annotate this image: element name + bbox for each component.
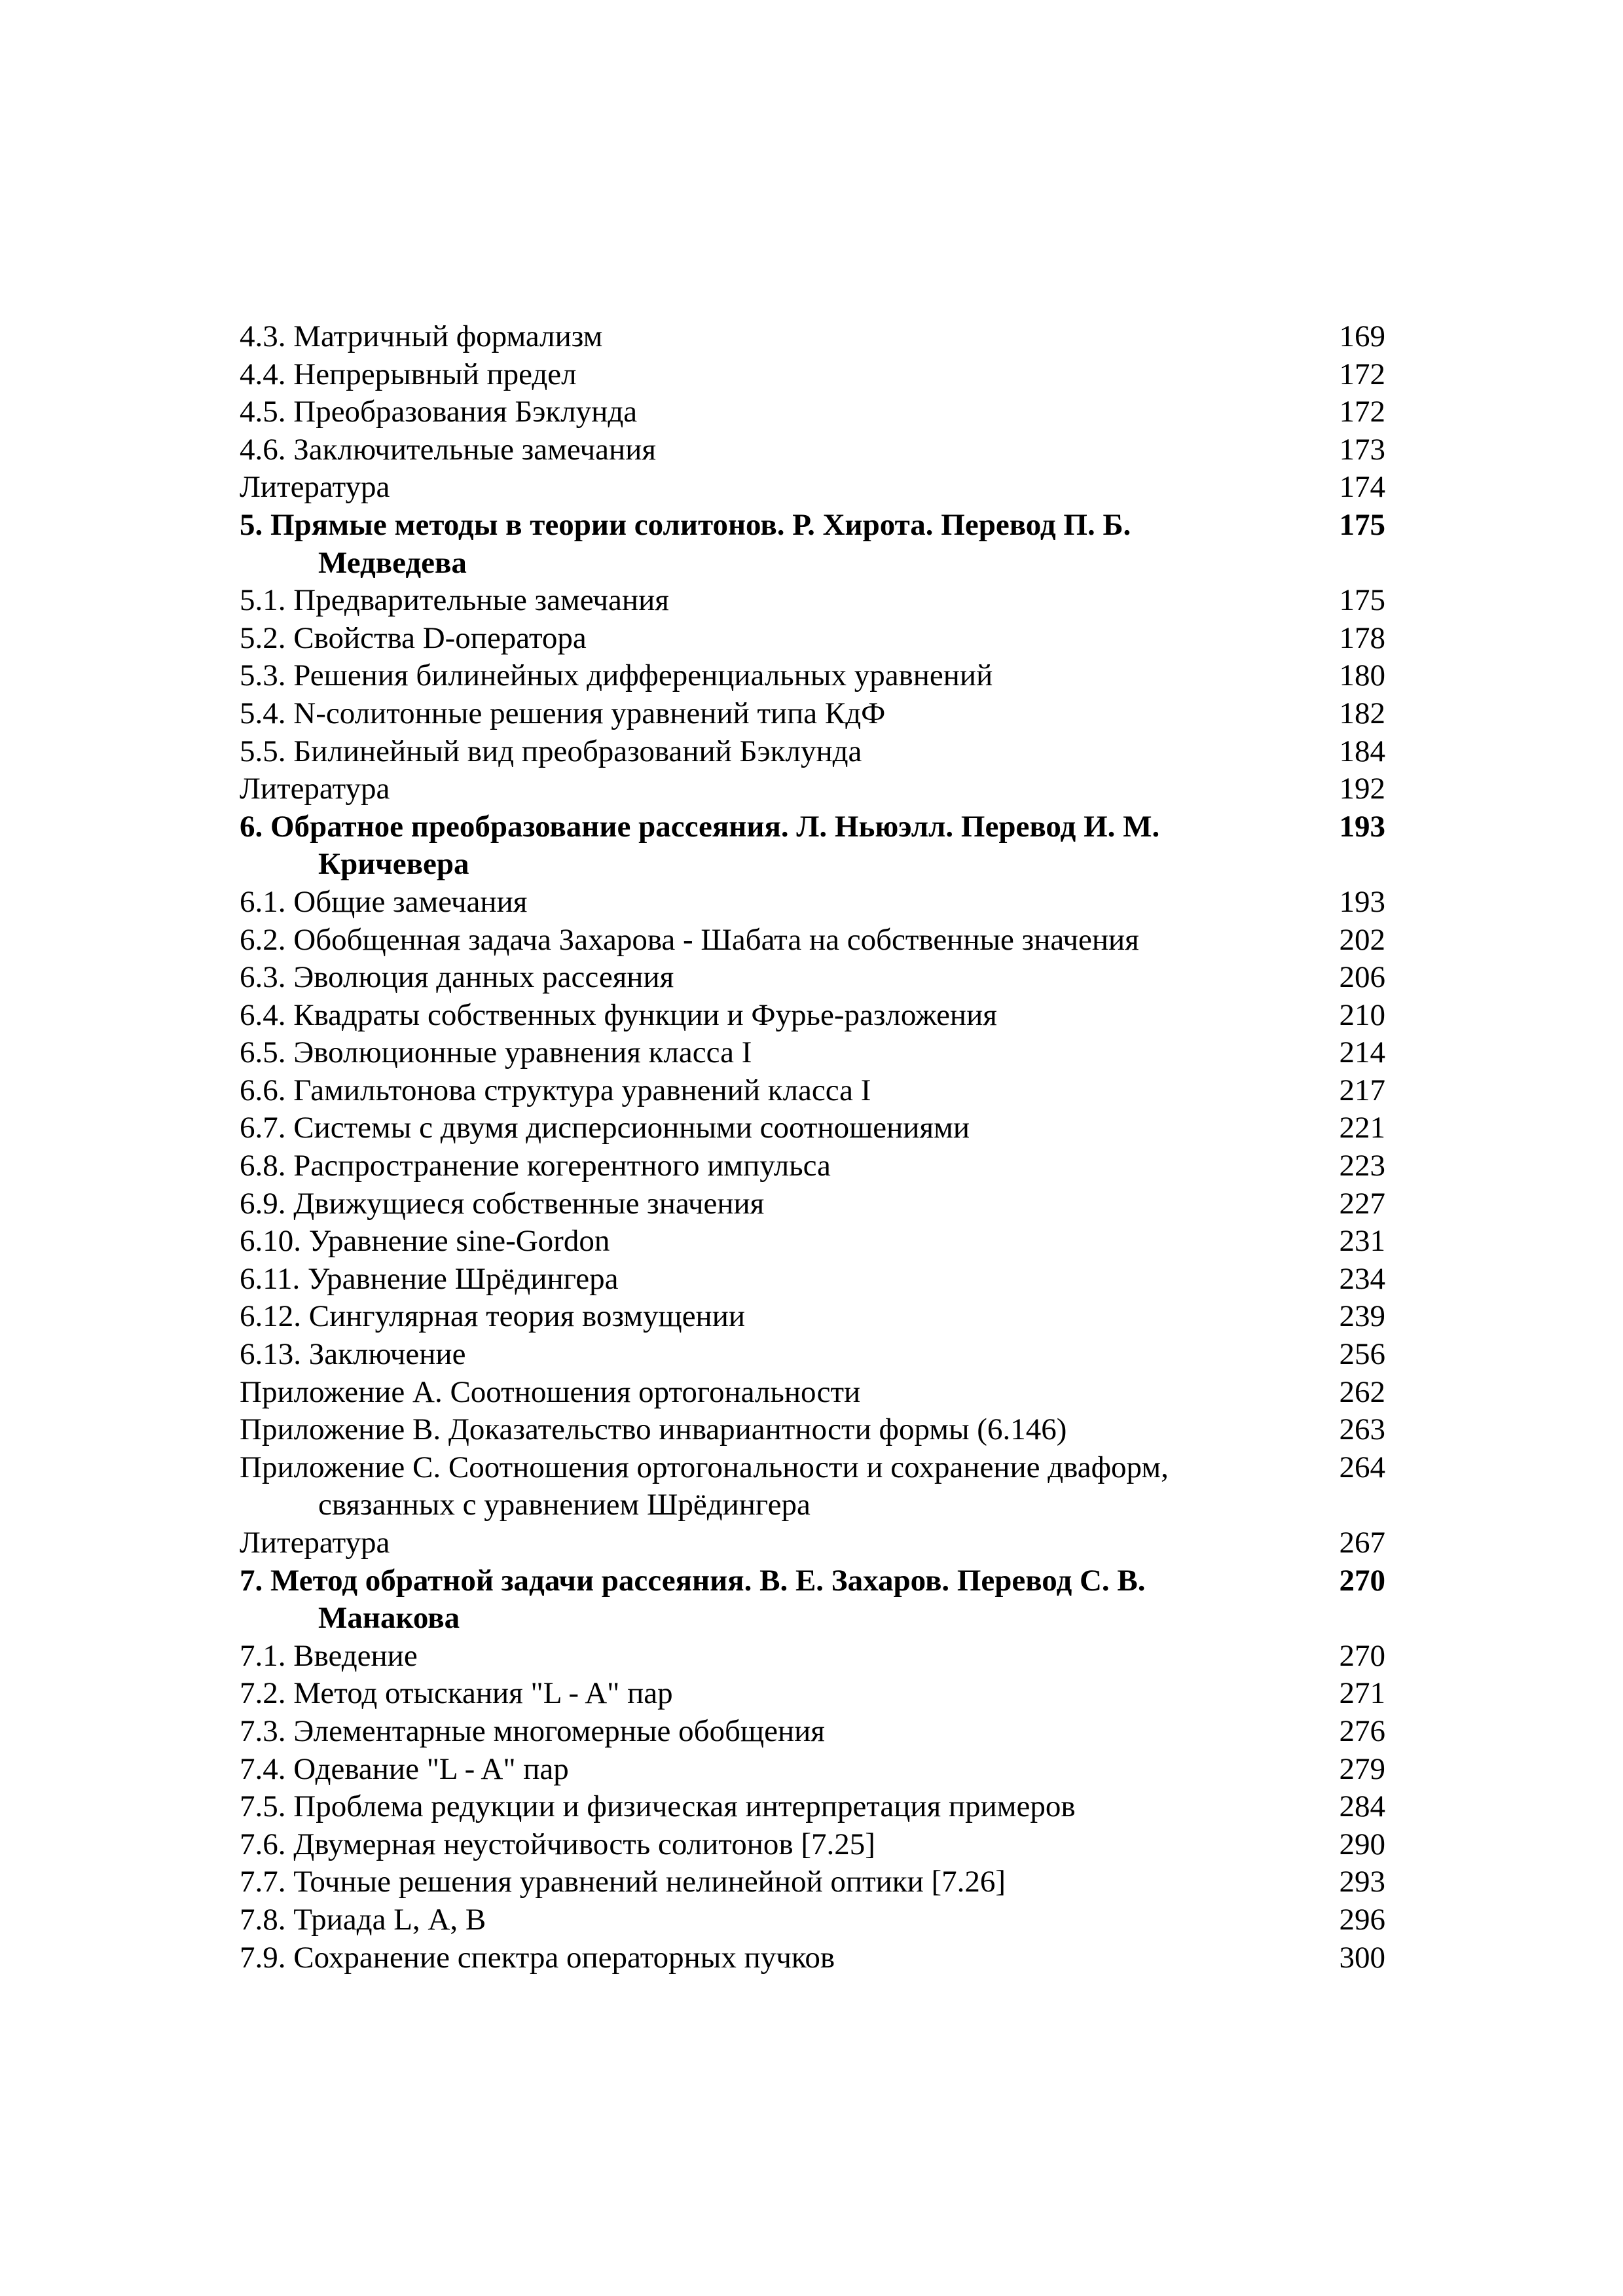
toc-entry-row [240, 1675, 1385, 1713]
toc-entry-title: Приложение А. Соотношения ортогональности [240, 1374, 861, 1409]
toc-entry-title: 4.5. Преобразования Бэклунда [240, 395, 638, 429]
toc-entry-title: 6.3. Эволюция данных рассеяния [240, 960, 674, 995]
toc-entry-row [240, 318, 1385, 356]
toc-entry-row [240, 1147, 1385, 1185]
toc-entry-title: 6.2. Обобщенная задача Захарова - Шабата на собственные значения [240, 922, 1139, 957]
toc-entry-title: 6.12. Сингулярная теория возмущении [240, 1299, 746, 1334]
toc-entry-row [240, 469, 1385, 507]
toc-page-number: 264 [1339, 1450, 1385, 1484]
toc-page-number: 284 [1339, 1789, 1385, 1824]
toc-entry-row [240, 1223, 1385, 1261]
toc-entry-row [240, 1638, 1385, 1676]
toc-entry-title: 6.10. Уравнение sine-Gordon [240, 1224, 610, 1259]
toc-page-number: 263 [1339, 1412, 1385, 1447]
toc-page-number: 267 [1339, 1526, 1385, 1560]
toc-entry-row [240, 1185, 1385, 1223]
toc-page-number: 231 [1339, 1224, 1385, 1259]
toc-entry-title: 6.6. Гамильтонова структура уравнений класса I [240, 1073, 871, 1107]
chapter-heading-row [240, 507, 1385, 582]
chapter-heading-row [240, 1562, 1385, 1638]
toc-entry-row [240, 1901, 1385, 1939]
toc-page-number: 296 [1339, 1902, 1385, 1937]
toc-entry-title: 7.4. Одевание "L - A" пар [240, 1751, 569, 1786]
toc-entry-row [240, 1788, 1385, 1826]
toc-entry-row [240, 1336, 1385, 1374]
toc-entry-row [240, 1034, 1385, 1072]
toc-entry-title: Приложение С. Соотношения ортогональности и сохранение дваформ, связанных с уравнением Шрёдингера [240, 1450, 1169, 1522]
toc-entry-title: 7. Метод обратной задачи рассеяния. В. Е. Захаров. Перевод С. В. Манакова [240, 1563, 1146, 1636]
chapter-heading-row [240, 808, 1385, 884]
toc-entry-row [240, 1374, 1385, 1412]
toc-entry-title: 5.5. Билинейный вид преобразований Бэклунда [240, 734, 862, 768]
toc-entry-row [240, 657, 1385, 695]
toc-page-number: 174 [1339, 470, 1385, 505]
toc-entry-row [240, 620, 1385, 658]
toc-entry-title: 7.8. Триада L, А, В [240, 1902, 486, 1937]
toc-entry-title: 7.3. Элементарные многомерные обобщения [240, 1713, 825, 1748]
toc-page-number: 217 [1339, 1073, 1385, 1107]
toc-page-number: 193 [1339, 809, 1385, 844]
toc-page-number: 271 [1339, 1676, 1385, 1711]
toc-entry-title: 5.1. Предварительные замечания [240, 583, 669, 618]
toc-page-number: 173 [1339, 432, 1385, 467]
toc-page-number: 180 [1339, 658, 1385, 693]
toc-page-number: 193 [1339, 884, 1385, 919]
toc-entry-row [240, 1751, 1385, 1789]
toc-entry-title: 7.5. Проблема редукции и физическая интерпретация примеров [240, 1789, 1076, 1824]
toc-page-number: 270 [1339, 1563, 1385, 1598]
toc-entry-title: 6.5. Эволюционные уравнения класса I [240, 1035, 752, 1070]
toc-page-number: 214 [1339, 1035, 1385, 1070]
toc-entry-row [240, 1298, 1385, 1336]
toc-entry-title: 6.4. Квадраты собственных функции и Фурье-разложения [240, 997, 997, 1032]
toc-page-number: 256 [1339, 1337, 1385, 1372]
toc-entry-title: 7.7. Точные решения уравнений нелинейной оптики [7.26] [240, 1865, 1006, 1899]
toc-entry-row [240, 1713, 1385, 1751]
toc-entry-title: 7.9. Сохранение спектра операторных пучков [240, 1940, 835, 1975]
table-of-contents [240, 318, 1385, 1977]
toc-entry-title: 4.6. Заключительные замечания [240, 432, 656, 467]
toc-entry-title: Литература [240, 772, 390, 806]
toc-page-number: 234 [1339, 1261, 1385, 1296]
toc-entry-row [240, 393, 1385, 431]
toc-entry-row [240, 1109, 1385, 1147]
toc-entry-row [240, 356, 1385, 394]
toc-page-number: 175 [1339, 583, 1385, 618]
toc-page-number: 172 [1339, 395, 1385, 429]
toc-page-number: 169 [1339, 319, 1385, 353]
toc-entry-row [240, 922, 1385, 960]
toc-page-number: 221 [1339, 1111, 1385, 1145]
toc-page-number: 279 [1339, 1751, 1385, 1786]
toc-page-number: 192 [1339, 772, 1385, 806]
toc-page-number: 262 [1339, 1374, 1385, 1409]
toc-page-number: 172 [1339, 357, 1385, 391]
toc-entry-row [240, 1411, 1385, 1449]
toc-entry-title: 4.4. Непрерывный предел [240, 357, 577, 391]
toc-entry-title: 6.1. Общие замечания [240, 884, 528, 919]
toc-entry-title: Литература [240, 470, 390, 505]
toc-page-number: 223 [1339, 1149, 1385, 1183]
toc-entry-title: 6.7. Системы с двумя дисперсионными соотношениями [240, 1111, 970, 1145]
toc-entry-title: 6.11. Уравнение Шрёдингера [240, 1261, 619, 1296]
toc-page-number: 210 [1339, 997, 1385, 1032]
toc-entry-row [240, 1863, 1385, 1901]
toc-entry-row [240, 997, 1385, 1035]
toc-entry-row [240, 1524, 1385, 1562]
toc-page-number: 227 [1339, 1186, 1385, 1221]
toc-entry-row [240, 431, 1385, 469]
toc-entry-title: 6.9. Движущиеся собственные значения [240, 1186, 765, 1221]
toc-entry-row [240, 1939, 1385, 1977]
toc-page-number: 178 [1339, 620, 1385, 655]
toc-page-number: 202 [1339, 922, 1385, 957]
toc-page-number: 270 [1339, 1638, 1385, 1673]
toc-page-number: 300 [1339, 1940, 1385, 1975]
toc-page-number: 239 [1339, 1299, 1385, 1334]
toc-entry-title: 5.3. Решения билинейных дифференциальных уравнений [240, 658, 993, 693]
toc-entry-row [240, 1261, 1385, 1299]
toc-entry-title: Приложение В. Доказательство инвариантности формы (6.146) [240, 1412, 1067, 1447]
toc-page-number: 175 [1339, 507, 1385, 542]
toc-entry-row [240, 582, 1385, 620]
toc-entry-title: 7.1. Введение [240, 1638, 418, 1673]
toc-entry-row [240, 1072, 1385, 1110]
toc-page-number: 184 [1339, 734, 1385, 768]
toc-page-number: 182 [1339, 696, 1385, 730]
toc-page-number: 206 [1339, 960, 1385, 995]
toc-entry-title: 6.8. Распространение когерентного импульса [240, 1149, 831, 1183]
toc-page-number: 290 [1339, 1827, 1385, 1861]
toc-entry-title: 5.4. N-солитонные решения уравнений типа КдФ [240, 696, 886, 730]
toc-entry-row [240, 884, 1385, 922]
toc-page-number: 293 [1339, 1865, 1385, 1899]
toc-entry-title: 5.2. Свойства D-оператора [240, 620, 587, 655]
toc-entry-row [240, 1449, 1385, 1524]
toc-entry-row [240, 733, 1385, 771]
toc-entry-row [240, 959, 1385, 997]
toc-entry-title: Литература [240, 1526, 390, 1560]
toc-entry-title: 6.13. Заключение [240, 1337, 466, 1372]
toc-entry-title: 4.3. Матричный формализм [240, 319, 603, 353]
toc-entry-row [240, 1826, 1385, 1864]
toc-entry-row [240, 770, 1385, 808]
toc-entry-title: 7.2. Метод отыскания "L - A" пар [240, 1676, 673, 1711]
toc-entry-title: 7.6. Двумерная неустойчивость солитонов [7.25] [240, 1827, 875, 1861]
toc-page-number: 276 [1339, 1713, 1385, 1748]
toc-entry-row [240, 695, 1385, 733]
toc-entry-title: 6. Обратное преобразование рассеяния. Л. Ньюэлл. Перевод И. М. Кричевера [240, 809, 1160, 882]
toc-entry-title: 5. Прямые методы в теории солитонов. Р. Хирота. Перевод П. Б. Медведева [240, 507, 1131, 580]
